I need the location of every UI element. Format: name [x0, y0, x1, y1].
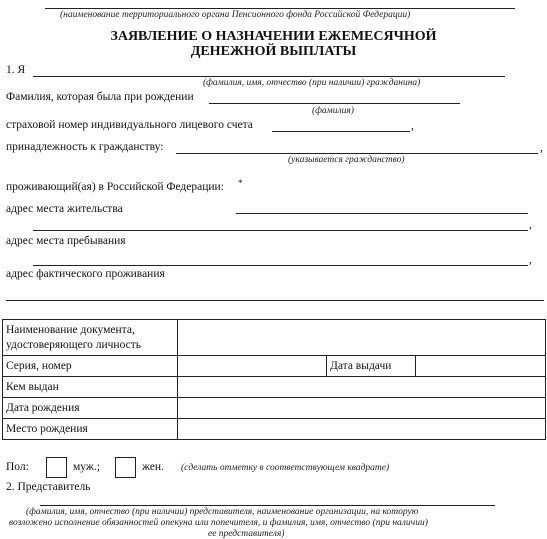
section1-number: 1. Я	[6, 64, 26, 76]
gender-hint: (сделать отметку в соответствующем квадрате)	[181, 463, 390, 473]
issued-by-label: Кем выдан	[3, 377, 178, 398]
id-document-table	[2, 319, 546, 440]
series-label: Серия, номер	[3, 356, 178, 377]
organ-hint: (наименование территориального органа Пенсионного фонда Российской Федерации)	[60, 10, 411, 20]
birth-surname-label: Фамилия, которая была при рождении	[6, 91, 194, 103]
table-row	[3, 398, 546, 419]
fio-field[interactable]	[33, 76, 505, 77]
address-stay-label: адрес места пребывания	[6, 235, 126, 247]
male-label: муж.;	[73, 461, 100, 473]
residing-mark: *	[238, 178, 243, 188]
representative-hint-3: ее представителя)	[208, 529, 285, 539]
snils-comma: ,	[411, 120, 414, 132]
representative-hint-1: (фамилия, имя, отчество (при наличии) представителя, наименование организации, на которую	[26, 507, 419, 517]
citizenship-field[interactable]	[176, 153, 538, 154]
birth-surname-field[interactable]	[209, 103, 460, 104]
address-residence-label: адрес места жительства	[6, 203, 123, 215]
table-row	[3, 356, 546, 377]
snils-label: страховой номер индивидуального лицевого счета	[6, 119, 253, 131]
birth-date-label: Дата рождения	[3, 398, 178, 419]
address-stay-field[interactable]	[33, 265, 528, 266]
issue-date-label: Дата выдачи	[327, 356, 416, 377]
issue-date-cell[interactable]	[416, 356, 546, 377]
citizenship-comma: ,	[540, 142, 543, 154]
gender-label: Пол:	[6, 461, 29, 473]
snils-field[interactable]	[272, 131, 410, 132]
female-label: жен.	[142, 461, 164, 473]
series-cell[interactable]	[178, 356, 327, 377]
page-title: ЗАЯВЛЕНИЕ О НАЗНАЧЕНИИ ЕЖЕМЕСЯЧНОЙ	[110, 29, 437, 44]
address-actual-field[interactable]	[6, 300, 544, 301]
address-stay-comma: ,	[529, 254, 532, 266]
issued-by-cell[interactable]	[178, 377, 546, 398]
doc-name-label: Наименование документа, удостоверяющего личность	[3, 320, 178, 356]
female-checkbox[interactable]	[115, 457, 136, 478]
page-title-line2: ДЕНЕЖНОЙ ВЫПЛАТЫ	[190, 44, 357, 59]
fio-hint: (фамилия, имя, отчество (при наличии) гражданина)	[203, 78, 421, 88]
table-row	[3, 419, 546, 440]
birth-place-cell[interactable]	[178, 419, 546, 440]
organ-line[interactable]	[45, 8, 515, 9]
doc-name-cell[interactable]	[178, 320, 546, 356]
table-row	[3, 377, 546, 398]
birth-surname-hint: (фамилия)	[312, 106, 354, 116]
address-residence-comma: ,	[529, 219, 532, 231]
section2-label: 2. Представитель	[6, 481, 91, 493]
birth-place-label: Место рождения	[3, 419, 178, 440]
address-residence-field[interactable]	[236, 213, 528, 214]
citizenship-label: принадлежность к гражданству:	[6, 141, 164, 153]
residing-label: проживающий(ая) в Российской Федерации:	[6, 181, 224, 193]
birth-date-cell[interactable]	[178, 398, 546, 419]
representative-field[interactable]	[40, 505, 495, 506]
male-checkbox[interactable]	[46, 457, 67, 478]
address-residence-field-2[interactable]	[33, 230, 528, 231]
citizenship-hint: (указывается гражданство)	[288, 155, 405, 165]
table-row	[3, 320, 546, 356]
address-actual-label: адрес фактического проживания	[6, 268, 165, 280]
representative-hint-2: возложено исполнение обязанностей опекуна или попечителя, и фамилия, имя, отчество (при наличии)	[9, 518, 428, 528]
